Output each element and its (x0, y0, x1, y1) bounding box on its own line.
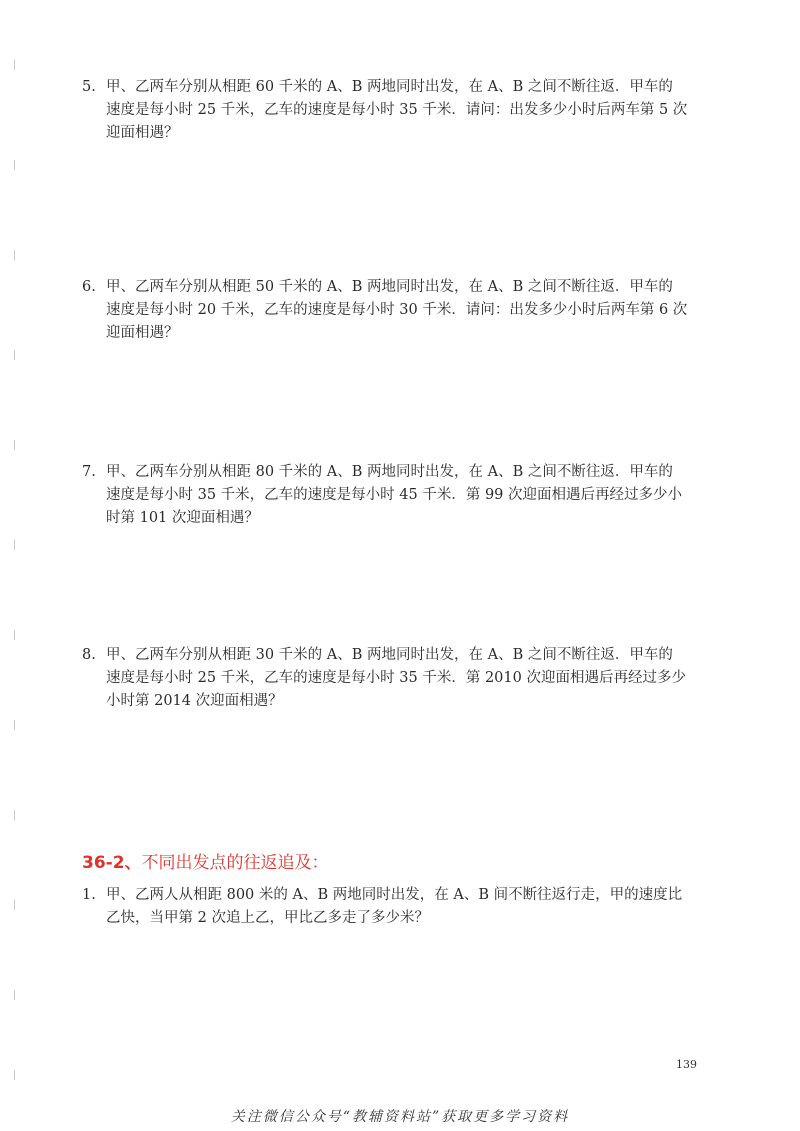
problem-number: 5. (82, 79, 96, 95)
problem-text-line: 速度是每小时 25 千米，乙车的速度是每小时 35 千米．请问：出发多少小时后两车第 5 次 (106, 102, 688, 118)
problem-text-line: 甲、乙两车分别从相距 50 千米的 A、B 两地同时出发，在 A、B 之间不断往返．甲车的 (106, 279, 673, 295)
section-number: 36-2、 (82, 853, 142, 873)
problem-text-line: 速度是每小时 35 千米，乙车的速度是每小时 45 千米．第 99 次迎面相遇后再经过多少小 (106, 487, 683, 503)
problem-8 (82, 644, 704, 713)
problem-text-line: 时第 101 次迎面相遇？ (106, 510, 259, 526)
section-title: 不同出发点的往返追及： (141, 853, 329, 873)
problem-5 (82, 76, 704, 145)
problem-text-line: 速度是每小时 25 千米，乙车的速度是每小时 35 千米．第 2010 次迎面相遇后再经过多少 (106, 670, 686, 686)
problem-number: 6. (82, 279, 96, 295)
problem-text-line: 甲、乙两人从相距 800 米的 A、B 两地同时出发，在 A、B 间不断往返行走，甲的速度比 (106, 887, 683, 903)
problem-text-line: 甲、乙两车分别从相距 60 千米的 A、B 两地同时出发，在 A、B 之间不断往返．甲车的 (106, 79, 673, 95)
problem-text-line: 乙快，当甲第 2 次追上乙，甲比乙多走了多少米？ (106, 910, 429, 926)
problem-text-line: 小时第 2014 次迎面相遇？ (106, 693, 283, 709)
problem-7 (82, 461, 704, 530)
problem-number: 8. (82, 647, 96, 663)
page-margin-marks (14, 20, 18, 1110)
problem-text-line: 迎面相遇？ (106, 325, 179, 341)
problem-text-line: 甲、乙两车分别从相距 30 千米的 A、B 两地同时出发，在 A、B 之间不断往返．甲车的 (106, 647, 673, 663)
problem-text-line: 甲、乙两车分别从相距 80 千米的 A、B 两地同时出发，在 A、B 之间不断往返．甲车的 (106, 464, 673, 480)
problem-6 (82, 276, 704, 345)
problem-number: 1. (82, 887, 96, 903)
problem-text-line: 迎面相遇？ (106, 125, 179, 141)
problem-text-line: 速度是每小时 20 千米，乙车的速度是每小时 30 千米．请问：出发多少小时后两车第 6 次 (106, 302, 688, 318)
problem-number: 7. (82, 464, 96, 480)
page-number: 139 (676, 1058, 697, 1071)
section-problem-1 (82, 884, 704, 930)
section-heading (82, 848, 329, 873)
footer-watermark: 关注微信公众号“教辅资料站”获取更多学习资料 (230, 1109, 570, 1125)
